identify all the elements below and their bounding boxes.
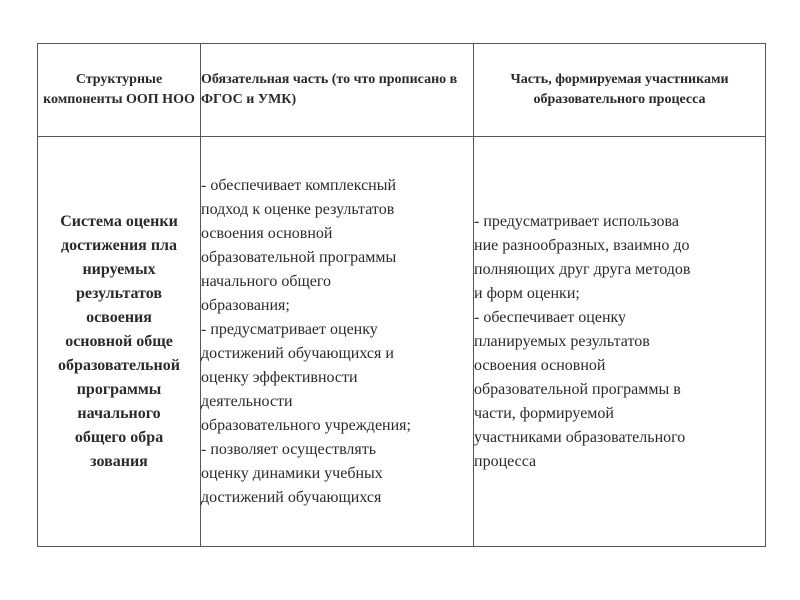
header-structural-components: Структурные компоненты ООП НОО [38, 44, 201, 137]
header-participants-part: Часть, формируемая участниками образовательного процесса [474, 44, 766, 137]
cell-assessment-system: Система оценки достижения пла нируемых результатов освоения основной обще образовательной программы начального общего обра зования [38, 137, 201, 547]
cell-mandatory-part-description: - обеспечивает комплексный подход к оценке результатов освоения основной образовательной программы начального общего образования; - предусматривает оценку достижений обучающихся и оценку эффективности деятельности образовательного учреждения; - позволяет осуществлять оценку динамики учебных достижений обучающихся [201, 137, 474, 547]
comparison-table [37, 43, 766, 547]
header-row [38, 44, 766, 137]
assessment-system-row [38, 137, 766, 547]
header-mandatory-part: Обязательная часть (то что прописано в ФГОС и УМК) [201, 44, 474, 137]
cell-participants-part-description: - предусматривает использова ние разнообразных, взаимно до полняющих друг друга методов и форм оценки; - обеспечивает оценку планируемых результатов освоения основной образовательной программы в части, формируемой участниками образовательного процесса [474, 137, 766, 547]
